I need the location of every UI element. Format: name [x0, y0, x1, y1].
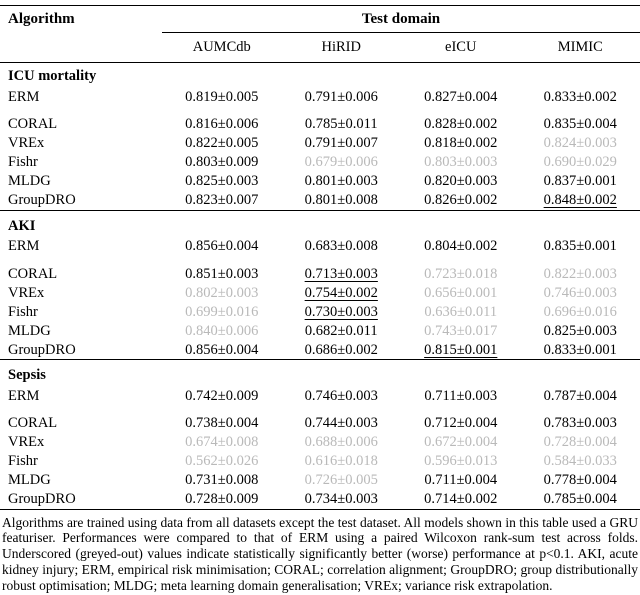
column-header-test-domain: Test domain	[162, 6, 640, 33]
table-header-row-domains	[0, 33, 640, 63]
metric-value: 0.738±0.004	[185, 415, 259, 431]
metric-value: 0.726±0.005	[304, 472, 378, 488]
metric-value: 0.713±0.003	[304, 265, 378, 282]
metric-value: 0.856±0.004	[185, 341, 259, 358]
metric-value: 0.711±0.004	[424, 472, 498, 488]
metric-value: 0.690±0.029	[543, 154, 617, 170]
algorithm-name: MLDG	[8, 472, 51, 488]
metric-value: 0.688±0.006	[304, 434, 378, 450]
metric-value: 0.851±0.003	[185, 265, 259, 282]
metric-value: 0.820±0.003	[424, 173, 498, 189]
table-row	[0, 115, 640, 134]
algorithm-name: ERM	[8, 88, 40, 105]
algorithm-name: Fishr	[8, 453, 38, 469]
algorithm-name: Fishr	[8, 303, 38, 320]
metric-value: 0.801±0.003	[304, 173, 378, 189]
metric-value: 0.734±0.003	[304, 491, 378, 507]
column-header-spacer	[0, 33, 162, 63]
algorithm-name: VREx	[8, 284, 45, 301]
metric-value: 0.802±0.003	[185, 284, 259, 301]
algorithm-name: GroupDRO	[8, 192, 76, 208]
metric-value: 0.728±0.004	[543, 434, 617, 450]
table-header	[0, 6, 640, 63]
metric-value: 0.686±0.002	[304, 341, 378, 358]
column-header-aumcdb: AUMCdb	[162, 33, 282, 63]
algorithm-name: GroupDRO	[8, 341, 76, 358]
metric-value: 0.835±0.004	[543, 116, 617, 132]
section-header-row	[0, 210, 640, 237]
algorithm-name: CORAL	[8, 265, 58, 282]
algorithm-name: GroupDRO	[8, 491, 76, 507]
metric-value: 0.787±0.004	[543, 387, 617, 404]
table-row	[0, 153, 640, 172]
section-title: Sepsis	[0, 360, 640, 387]
results-table	[0, 5, 640, 510]
metric-value: 0.825±0.003	[185, 173, 259, 189]
metric-value: 0.743±0.017	[424, 322, 498, 339]
metric-value: 0.804±0.002	[424, 238, 498, 254]
table-row	[0, 471, 640, 490]
metric-value: 0.825±0.003	[543, 322, 617, 339]
metric-value: 0.803±0.003	[424, 154, 498, 170]
metric-value: 0.785±0.011	[304, 116, 378, 132]
table-row	[0, 302, 640, 321]
table-caption: Algorithms are trained using data from all datasets except the test dataset. All models shown in this table used a GRU featuriser. Performances were compared to that of ERM using a paired Wilcoxon rank-sum test across folds. Underscored (greyed-out) values indicate statistically significantly better (worse) performance at p<0.1. AKI, acute kidney injury; ERM, empirical risk minimisation; CORAL; correlation alignment; GroupDRO; group distributionally robust optimisation; MLDG; meta learning domain generalisation; VREx; variance risk extrapolation.	[2, 514, 638, 593]
metric-value: 0.562±0.026	[185, 453, 259, 469]
metric-value: 0.746±0.003	[304, 387, 378, 404]
metric-value: 0.742±0.009	[185, 387, 259, 404]
table-row	[0, 134, 640, 153]
column-header-mimic: MIMIC	[521, 33, 640, 63]
metric-value: 0.833±0.001	[543, 341, 617, 358]
column-header-algorithm: Algorithm	[8, 11, 75, 28]
metric-value: 0.840±0.006	[185, 322, 259, 339]
metric-value: 0.746±0.003	[543, 284, 617, 301]
metric-value: 0.584±0.033	[543, 453, 617, 469]
metric-value: 0.803±0.009	[185, 154, 259, 170]
metric-value: 0.596±0.013	[424, 453, 498, 469]
metric-value: 0.730±0.003	[304, 303, 378, 320]
metric-value: 0.848±0.002	[543, 192, 617, 208]
table-row	[0, 264, 640, 283]
metric-value: 0.711±0.003	[424, 387, 498, 404]
table-row	[0, 340, 640, 360]
metric-value: 0.636±0.011	[424, 303, 498, 320]
metric-value: 0.823±0.007	[185, 192, 259, 208]
metric-value: 0.816±0.006	[185, 116, 259, 132]
table-header-row-top	[0, 6, 640, 33]
metric-value: 0.682±0.011	[304, 322, 378, 339]
metric-value: 0.856±0.004	[185, 238, 259, 254]
metric-value: 0.826±0.002	[424, 192, 498, 208]
metric-value: 0.791±0.006	[304, 88, 378, 105]
metric-value: 0.815±0.001	[424, 341, 498, 358]
metric-value: 0.827±0.004	[424, 88, 498, 105]
section-header-row	[0, 63, 640, 88]
metric-value: 0.754±0.002	[304, 284, 378, 301]
metric-value: 0.712±0.004	[424, 415, 498, 431]
metric-value: 0.699±0.016	[185, 303, 259, 320]
metric-value: 0.828±0.002	[424, 116, 498, 132]
metric-value: 0.778±0.004	[543, 472, 617, 488]
metric-value: 0.672±0.004	[424, 434, 498, 450]
metric-value: 0.679±0.006	[304, 154, 378, 170]
column-header-hirid: HiRID	[282, 33, 402, 63]
metric-value: 0.785±0.004	[543, 491, 617, 507]
table-row	[0, 321, 640, 340]
table-row	[0, 414, 640, 433]
metric-value: 0.696±0.016	[543, 303, 617, 320]
table-row	[0, 237, 640, 265]
table-row	[0, 191, 640, 211]
metric-value: 0.683±0.008	[304, 238, 378, 254]
table-body	[0, 63, 640, 510]
table-row	[0, 433, 640, 452]
column-header-eicu: eICU	[401, 33, 521, 63]
section-header-row	[0, 360, 640, 387]
algorithm-name: CORAL	[8, 415, 58, 431]
table-row	[0, 87, 640, 115]
metric-value: 0.791±0.007	[304, 135, 378, 151]
metric-value: 0.819±0.005	[185, 88, 259, 105]
metric-value: 0.822±0.005	[185, 135, 259, 151]
section-title: ICU mortality	[8, 68, 97, 84]
table-row	[0, 490, 640, 510]
algorithm-name: ERM	[8, 387, 40, 404]
metric-value: 0.801±0.008	[304, 192, 378, 208]
metric-value: 0.731±0.008	[185, 472, 259, 488]
algorithm-name: ERM	[8, 238, 40, 254]
metric-value: 0.835±0.001	[543, 238, 617, 254]
algorithm-name: VREx	[8, 135, 45, 151]
metric-value: 0.744±0.003	[304, 415, 378, 431]
table-row	[0, 452, 640, 471]
section-title: AKI	[0, 210, 640, 237]
metric-value: 0.837±0.001	[543, 173, 617, 189]
algorithm-name: MLDG	[8, 322, 51, 339]
metric-value: 0.714±0.002	[424, 491, 498, 507]
algorithm-name: Fishr	[8, 154, 38, 170]
metric-value: 0.728±0.009	[185, 491, 259, 507]
metric-value: 0.833±0.002	[543, 88, 617, 105]
metric-value: 0.824±0.003	[543, 135, 617, 151]
metric-value: 0.656±0.001	[424, 284, 498, 301]
table-row	[0, 172, 640, 191]
metric-value: 0.783±0.003	[543, 415, 617, 431]
algorithm-name: VREx	[8, 434, 45, 450]
metric-value: 0.616±0.018	[304, 453, 378, 469]
metric-value: 0.723±0.018	[424, 265, 498, 282]
metric-value: 0.822±0.003	[543, 265, 617, 282]
metric-value: 0.818±0.002	[424, 135, 498, 151]
table-row	[0, 386, 640, 414]
table-row	[0, 283, 640, 302]
algorithm-name: CORAL	[8, 116, 58, 132]
algorithm-name: MLDG	[8, 173, 51, 189]
metric-value: 0.674±0.008	[185, 434, 259, 450]
